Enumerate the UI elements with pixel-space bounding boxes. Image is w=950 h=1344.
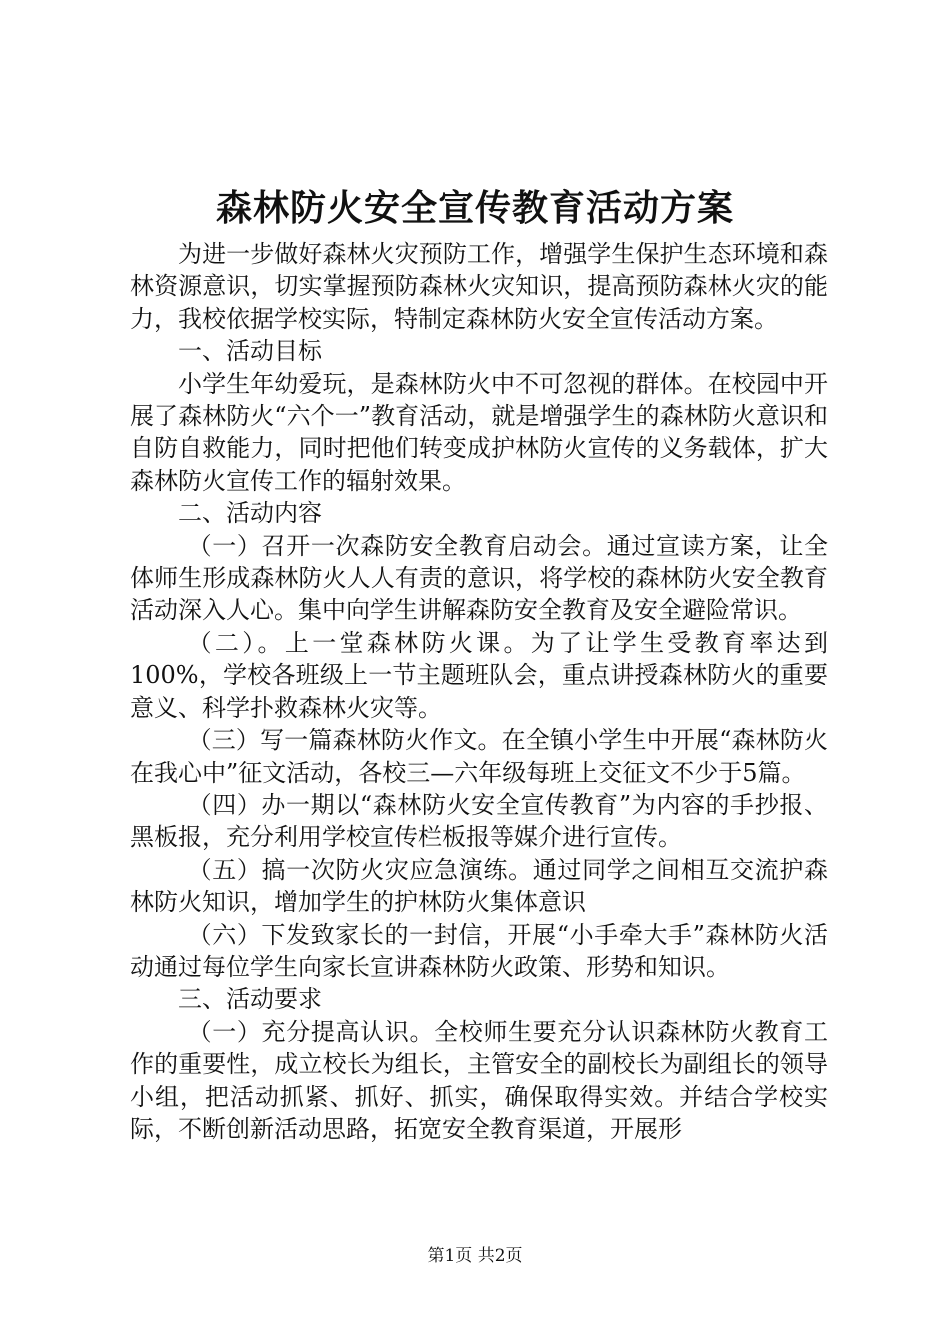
document-body (130, 238, 828, 1145)
list-item: （一）召开一次森防安全教育启动会。通过宣读方案，让全体师生形成森林防火人人有责的意识，将学校的森林防火安全教育活动深入人心。集中向学生讲解森防安全教育及安全避险常识。 (130, 531, 828, 625)
list-item: （四）办一期以“森林防火安全宣传教育”为内容的手抄报、黑板报，充分利用学校宣传栏板报等媒介进行宣传。 (130, 790, 828, 852)
section-heading-content: 二、活动内容 (178, 499, 322, 528)
list-item: （三）写一篇森林防火作文。在全镇小学生中开展“森林防火在我心中”征文活动，各校三—六年级每班上交征文不少于5篇。 (130, 726, 828, 787)
page-footer: 第1页 共2页 (427, 1246, 523, 1266)
paragraph-intro: 为进一步做好森林火灾预防工作，增强学生保护生态环境和森林资源意识，切实掌握预防森林火灾知识，提高预防森林火灾的能力，我校依据学校实际，特制定森林防火安全宣传活动方案。 (130, 240, 828, 333)
list-item: （一）充分提高认识。全校师生要充分认识森林防火教育工作的重要性，成立校长为组长，主管安全的副校长为副组长的领导小组，把活动抓紧、抓好、抓实，确保取得实效。并结合学校实际，不断创新活动思路，拓宽安全教育渠道，开展形 (130, 1017, 828, 1143)
section-heading-goals: 一、活动目标 (178, 337, 322, 366)
paragraph-goals: 小学生年幼爱玩，是森林防火中不可忽视的群体。在校园中开展了森林防火“六个一”教育活动，就是增强学生的森林防火意识和自防自救能力，同时把他们转变成护林防火宣传的义务载体，扩大森林防火宣传工作的辐射效果。 (130, 369, 828, 495)
document-title: 森林防火安全宣传教育活动方案 (215, 187, 734, 229)
list-item: （二）。上一堂森林防火课。为了让学生受教育率达到100%，学校各班级上一节主题班队会，重点讲授森林防火的重要意义、科学扑救森林火灾等。 (130, 628, 828, 722)
list-item: （六）下发致家长的一封信，开展“小手牵大手”森林防火活动通过每位学生向家长宣讲森林防火政策、形势和知识。 (130, 920, 828, 981)
section-heading-requirements: 三、活动要求 (178, 985, 322, 1014)
list-item: （五）搞一次防火灾应急演练。通过同学之间相互交流护森林防火知识，增加学生的护林防火集体意识 (130, 855, 828, 917)
